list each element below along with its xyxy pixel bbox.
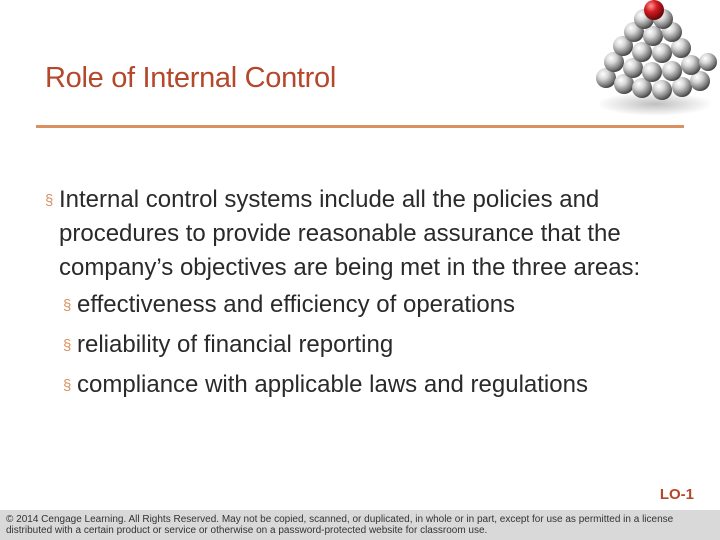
sub-bullet	[63, 325, 695, 365]
sub-bullet-text: compliance with applicable laws and regulations	[77, 371, 588, 398]
bullet-marker-icon: §	[63, 337, 72, 354]
main-bullet	[45, 183, 695, 285]
sub-bullet	[63, 285, 695, 325]
main-bullet-text: Internal control systems include all the policies and procedures to provide reasonable assurance that the company’s objectives are being met in the three areas:	[59, 186, 641, 281]
bullet-list	[45, 183, 695, 405]
sub-bullet-text: reliability of financial reporting	[77, 331, 394, 358]
sub-bullet-text: effectiveness and efficiency of operations	[77, 291, 516, 318]
slide-title: Role of Internal Control	[45, 62, 337, 94]
sphere-pyramid-icon	[590, 0, 720, 118]
bullet-marker-icon: §	[63, 377, 72, 394]
learning-objective-label: LO-1	[659, 486, 694, 503]
sub-bullet	[63, 365, 695, 405]
title-divider	[36, 125, 684, 128]
copyright-footer: © 2014 Cengage Learning. All Rights Reserved. May not be copied, scanned, or duplicated, in whole or in part, except for use as permitted in a license distributed with a certain product or service or otherwise on a password-protected website for classroom use.	[0, 510, 720, 540]
bullet-marker-icon: §	[63, 297, 72, 314]
bullet-marker-icon: §	[45, 192, 54, 209]
